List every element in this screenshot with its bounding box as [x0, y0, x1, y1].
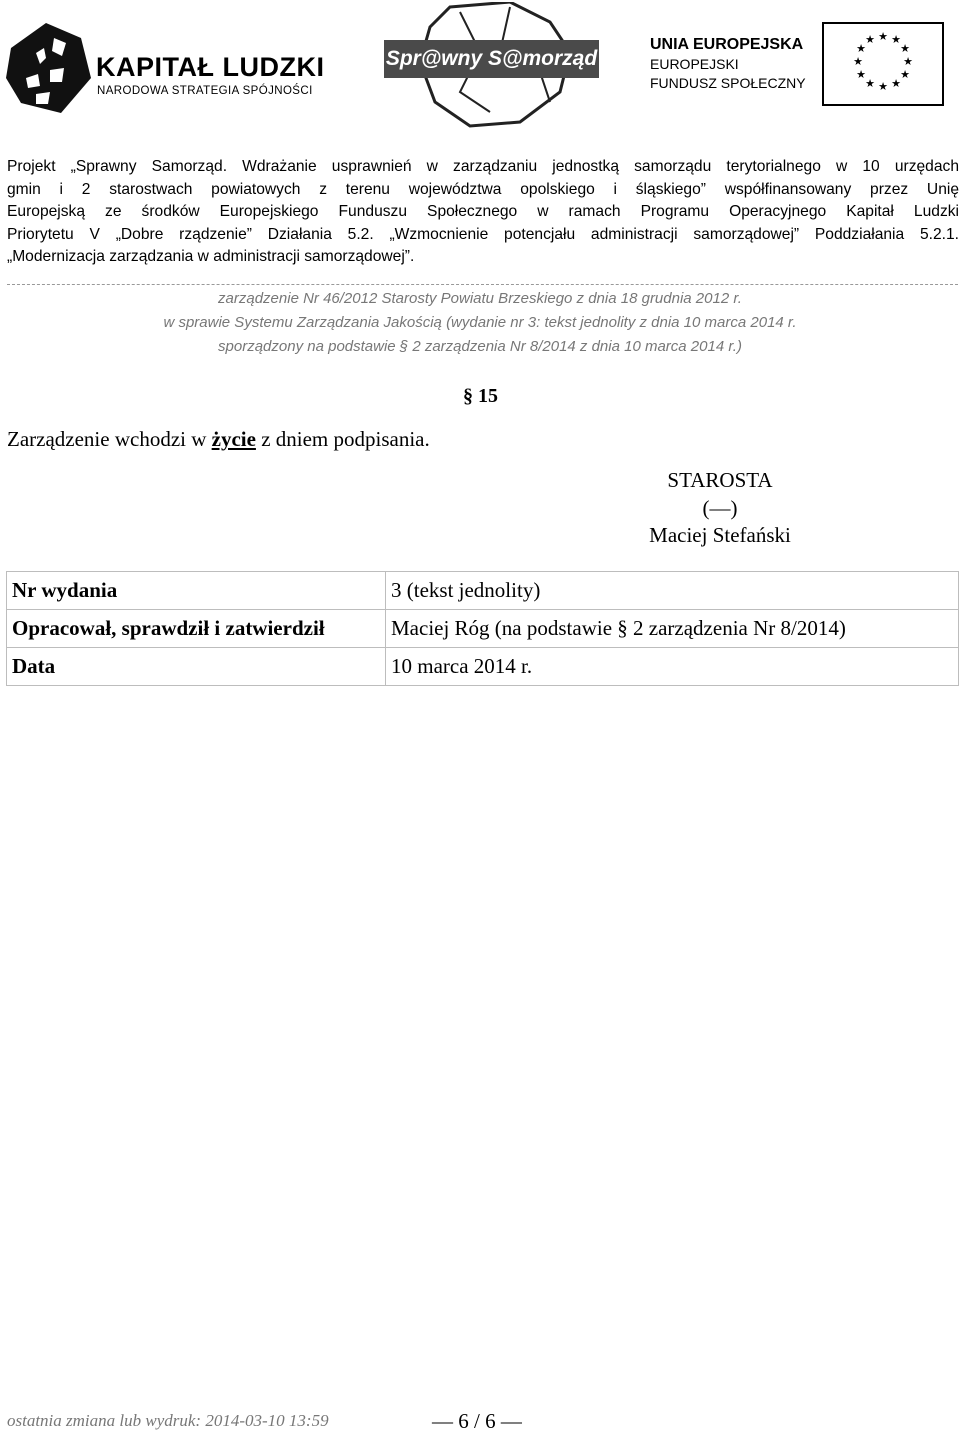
paragraph-number: § 15	[463, 385, 498, 407]
svg-text:★: ★	[856, 42, 866, 55]
paragraph-text-emphasis: życie	[211, 427, 256, 451]
paragraph-text-end: z dniem podpisania.	[255, 427, 430, 451]
project-line: Priorytetu V „Dobre rządzenie” Działania 5.2. „Wzmocnienie potencjału administracji samorządowej” Poddziałania 5.2.1.	[7, 225, 959, 243]
project-line: „Modernizacja zarządzania w administracji samorządowej”.	[7, 248, 415, 265]
eu-title: UNIA EUROPEJSKA	[650, 36, 804, 53]
signature-title: STAROSTA	[667, 468, 773, 492]
kapital-ludzki-subtitle: NARODOWA STRATEGIA SPÓJNOŚCI	[97, 85, 313, 97]
signature-mark: (—)	[702, 496, 738, 520]
kapital-ludzki-logo	[6, 18, 96, 118]
eu-fund-line1: EUROPEJSKI	[650, 56, 739, 72]
svg-text:★: ★	[891, 33, 901, 46]
kapital-ludzki-emblem-icon	[6, 18, 96, 118]
project-line: gmin i 2 starostwach powiatowych z terenu województwa opolskiego i śląskiego” współfinansowany przez Unię	[7, 180, 959, 198]
order-reference: zarządzenie Nr 46/2012 Starosty Powiatu Brzeskiego z dnia 18 grudnia 2012 r.	[218, 290, 742, 307]
table-row	[7, 648, 959, 686]
svg-text:★: ★	[856, 68, 866, 81]
project-line: Europejską ze środków Europejskiego Funduszu Społecznego w ramach Programu Operacyjnego Kapitał Ludzki	[7, 203, 959, 220]
header-divider	[7, 284, 958, 285]
meta-label: Nr wydania	[7, 572, 386, 610]
order-basis: sporządzony na podstawie § 2 zarządzenia Nr 8/2014 z dnia 10 marca 2014 r.)	[218, 338, 742, 355]
last-change-footer: ostatnia zmiana lub wydruk: 2014-03-10 13:59	[7, 1411, 329, 1430]
paragraph-text-start: Zarządzenie wchodzi w	[7, 427, 212, 451]
signature-name: Maciej Stefański	[649, 523, 791, 547]
svg-text:★: ★	[891, 77, 901, 90]
meta-label: Data	[7, 648, 386, 686]
order-subject: w sprawie Systemu Zarządzania Jakością (wydanie nr 3: tekst jednolity z dnia 10 marca 2014 r.	[163, 314, 797, 331]
svg-text:★: ★	[878, 80, 888, 93]
project-line: Projekt „Sprawny Samorząd. Wdrażanie usprawnień w zarządzaniu jednostką samorządu terytorialnego w 10 urzędach	[7, 158, 959, 175]
page-number: — 6 / 6 —	[432, 1409, 522, 1433]
eu-fund-line2: FUNDUSZ SPOŁECZNY	[650, 75, 806, 91]
svg-text:★: ★	[903, 55, 913, 68]
svg-text:★: ★	[900, 68, 910, 81]
kapital-ludzki-title: KAPITAŁ LUDZKI	[96, 52, 325, 82]
table-row	[7, 572, 959, 610]
eu-flag-icon	[822, 22, 944, 106]
svg-text:★: ★	[900, 42, 910, 55]
document-meta-table	[6, 571, 959, 686]
meta-value: Maciej Róg (na podstawie § 2 zarządzenia Nr 8/2014)	[386, 610, 959, 648]
svg-text:★: ★	[865, 33, 875, 46]
svg-text:★: ★	[865, 77, 875, 90]
meta-value: 3 (tekst jednolity)	[386, 572, 959, 610]
svg-text:★: ★	[853, 55, 863, 68]
sprawny-samorzad-logo: Spr@wny S@morząd	[384, 40, 599, 78]
table-row	[7, 610, 959, 648]
meta-label: Opracował, sprawdził i zatwierdził	[7, 610, 386, 648]
meta-value: 10 marca 2014 r.	[386, 648, 959, 686]
paragraph-text	[7, 427, 430, 452]
svg-text:★: ★	[878, 30, 888, 43]
project-description	[7, 156, 959, 269]
